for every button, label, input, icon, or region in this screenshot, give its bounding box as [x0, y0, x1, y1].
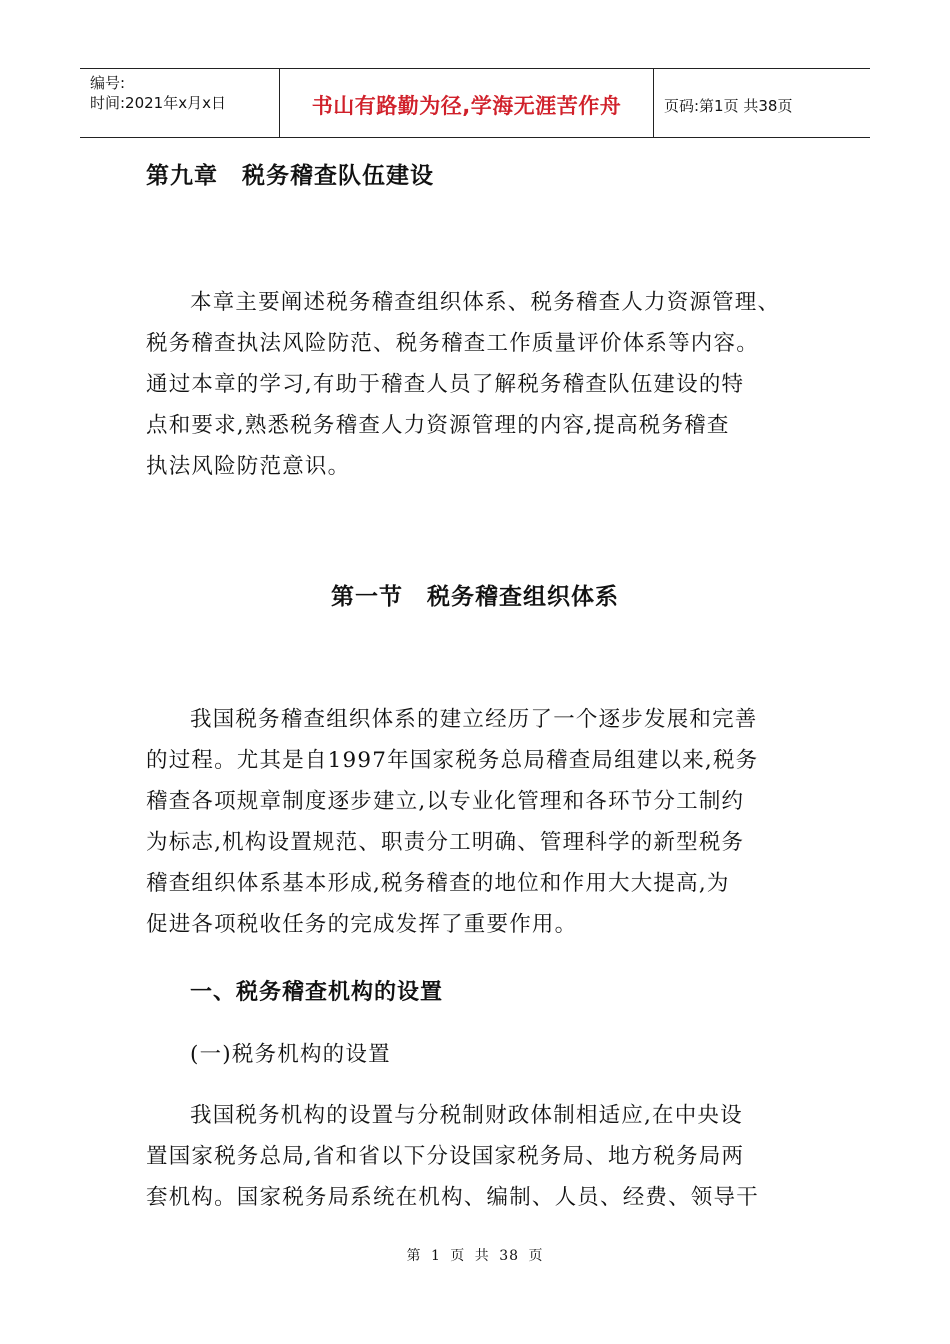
paragraph-line: 为标志,机构设置规范、职责分工明确、管理科学的新型税务 — [146, 830, 745, 855]
paragraph-line: 稽查各项规章制度逐步建立,以专业化管理和各环节分工制约 — [146, 789, 745, 814]
paragraph-line: 税务稽查执法风险防范、税务稽查工作质量评价体系等内容。 — [146, 331, 759, 356]
page-footer: 第 1 页 共 38 页 — [406, 1248, 544, 1264]
section-title: 第一节 税务稽查组织体系 — [331, 584, 619, 610]
header-page-info-cell — [654, 69, 870, 137]
paragraph-line: 通过本章的学习,有助于稽查人员了解税务稽查队伍建设的特 — [146, 372, 745, 397]
paragraph-line: 点和要求,熟悉税务稽查人力资源管理的内容,提高税务稽查 — [146, 413, 730, 438]
paragraph-line: 我国税务机构的设置与分税制财政体制相适应,在中央设 — [190, 1103, 743, 1128]
paragraph-line: 置国家税务总局,省和省以下分设国家税务局、地方税务局两 — [146, 1144, 745, 1169]
paragraph-line: 套机构。国家税务局系统在机构、编制、人员、经费、领导干 — [146, 1185, 759, 1210]
paragraph-line: 促进各项税收任务的完成发挥了重要作用。 — [146, 912, 578, 937]
document-number-label: 编号: — [90, 74, 126, 92]
page-header — [80, 68, 870, 138]
paragraph-line: 执法风险防范意识。 — [146, 454, 351, 479]
tax-institution-paragraph — [146, 1095, 806, 1218]
header-motto: 书山有路勤为径,学海无涯苦作舟 — [311, 94, 622, 118]
document-date-label: 时间:2021年x月x日 — [90, 94, 226, 112]
subheading: 一、税务稽查机构的设置 — [190, 980, 444, 1005]
paragraph-line: 的过程。尤其是自1997年国家税务总局稽查局组建以来,税务 — [146, 748, 759, 773]
subsubheading: (一)税务机构的设置 — [190, 1042, 391, 1067]
intro-paragraph — [146, 282, 806, 487]
section-paragraph — [146, 699, 806, 945]
paragraph-line: 稽查组织体系基本形成,税务稽查的地位和作用大大提高,为 — [146, 871, 730, 896]
paragraph-line: 我国税务稽查组织体系的建立经历了一个逐步发展和完善 — [190, 707, 758, 732]
paragraph-line: 本章主要阐述税务稽查组织体系、税务稽查人力资源管理、 — [190, 290, 781, 315]
chapter-title: 第九章 税务稽查队伍建设 — [146, 163, 434, 189]
header-motto-cell — [280, 69, 654, 137]
header-page-info: 页码:第1页 共38页 — [664, 96, 793, 115]
header-meta — [80, 69, 280, 137]
